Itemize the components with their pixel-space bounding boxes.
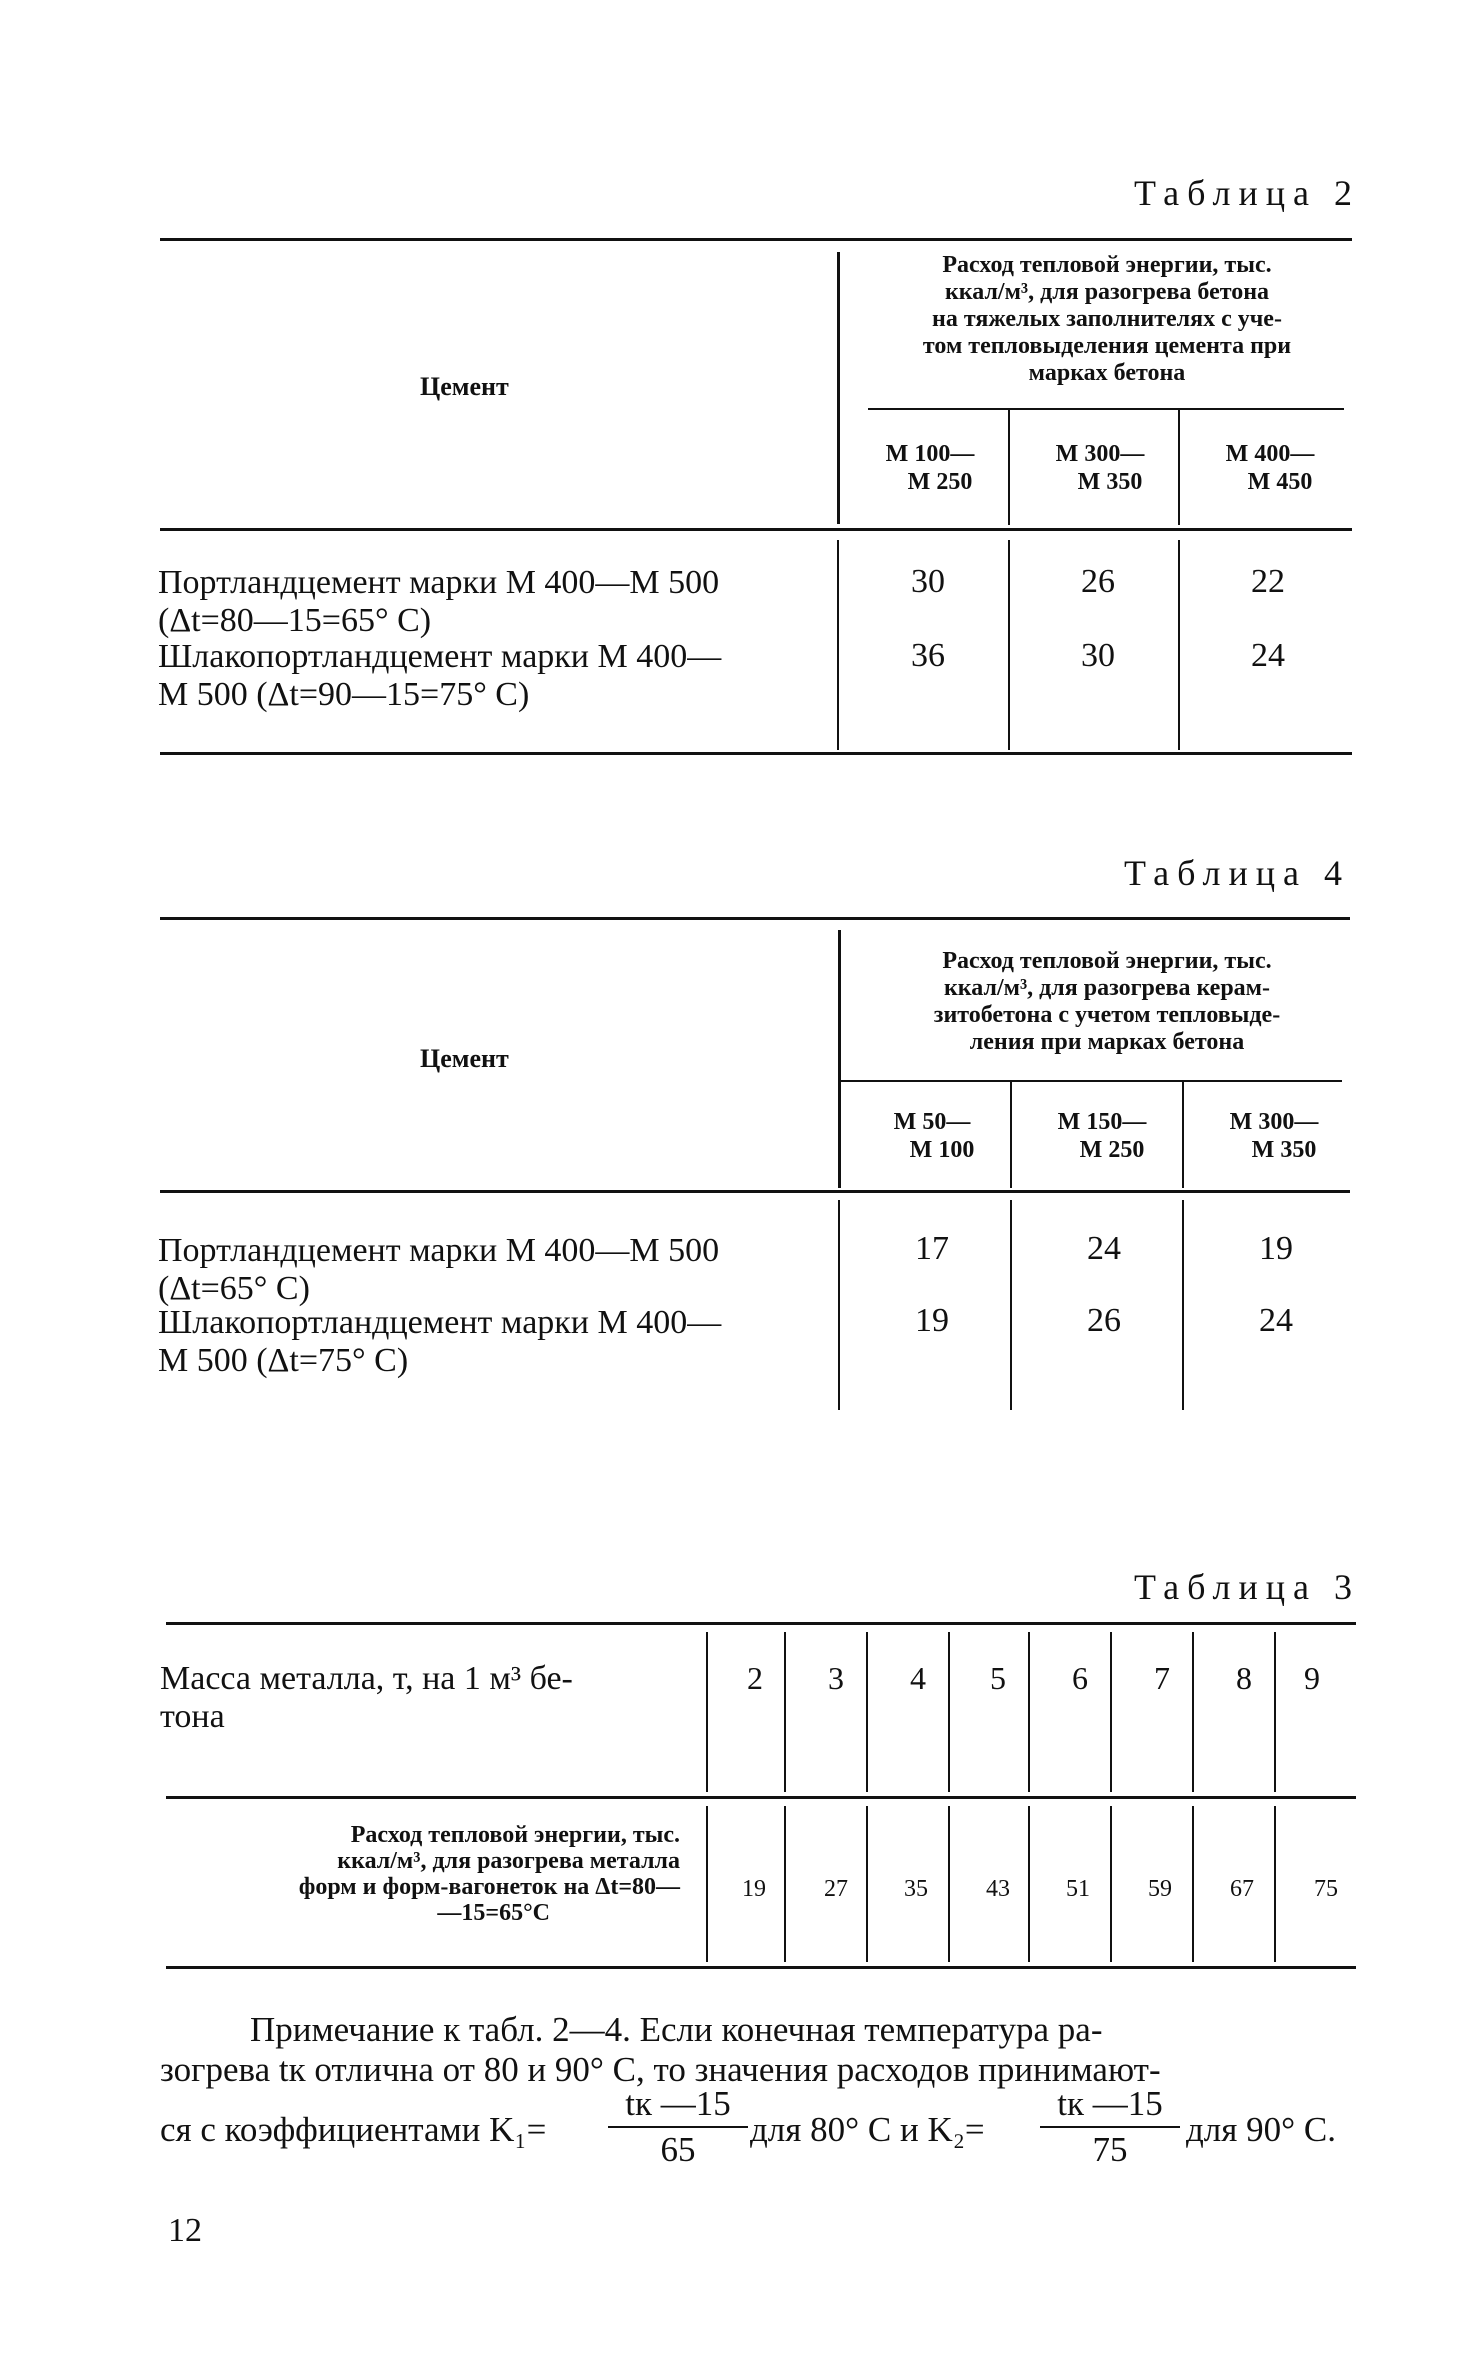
- table3-r2-div-4: [1028, 1806, 1030, 1962]
- table3-r2-div-2: [866, 1806, 868, 1962]
- table2-subheader-3: М 400— М 450: [1225, 441, 1315, 495]
- table4-subheader-rule: [840, 1080, 1342, 1082]
- table4-r1-c2: 24: [1087, 1230, 1121, 1267]
- table3-heat-5: 51: [1066, 1876, 1090, 1902]
- table3-r2-div-1: [784, 1806, 786, 1962]
- table4-group-header: Расход тепловой энергии, тыс. ккал/м³, для разогрева керам- зитобетона с учетом тепловыде- ления при марках бетона: [933, 948, 1281, 1055]
- table4-row1-label: Портландцемент марки М 400—М 500 (Δt=65° С): [158, 1232, 720, 1307]
- table4-body-divider-2: [1182, 1200, 1184, 1410]
- table3-heat-4: 43: [986, 1876, 1010, 1902]
- table3-heat-1: 19: [742, 1876, 766, 1902]
- table3-r2-div-5: [1110, 1806, 1112, 1962]
- table3-caption: Таблица 3: [1134, 1567, 1360, 1607]
- table3-bottom-rule: [166, 1966, 1356, 1969]
- table4-header-divider: [838, 930, 841, 1188]
- note-line3-prefix: ся с коэффициентами K₁=: [160, 2110, 547, 2149]
- table2-r1-c2: 26: [1081, 563, 1115, 600]
- table2-bottom-rule: [160, 752, 1352, 755]
- table3-heat-3: 35: [904, 1876, 928, 1902]
- table3-mass-7: 8: [1236, 1660, 1252, 1696]
- note-line1: Примечание к табл. 2—4. Если конечная температура ра-: [250, 2010, 1103, 2049]
- table3-r1-div-1: [784, 1632, 786, 1792]
- table3-r1-div-6: [1192, 1632, 1194, 1792]
- table4-body-divider-1: [1010, 1200, 1012, 1410]
- table3-r1-div-3: [948, 1632, 950, 1792]
- table3-row2-label: Расход тепловой энергии, тыс. ккал/м³, для разогрева металла форм и форм-вагонеток на Δt=80— —15=65°С: [298, 1822, 680, 1926]
- table2-col-cement: Цемент: [420, 372, 509, 401]
- table2-header-bottom-rule: [160, 528, 1352, 531]
- table3-r1-div-2: [866, 1632, 868, 1792]
- table3-r2-div-0: [706, 1806, 708, 1962]
- table2-r2-c3: 24: [1251, 637, 1285, 674]
- table4-subheader-2: М 150— М 250: [1057, 1109, 1147, 1163]
- table4-sub-divider-2: [1182, 1082, 1184, 1188]
- table2-header-divider: [837, 252, 840, 524]
- table3-mass-1: 2: [747, 1660, 763, 1696]
- table2-body-divider-1: [1008, 540, 1010, 750]
- table3-mass-8: 9: [1304, 1660, 1320, 1696]
- note-fraction-2: [1040, 2084, 1180, 2170]
- table2-subheader-rule: [868, 408, 1344, 410]
- table2-caption: Таблица 2: [1134, 173, 1360, 213]
- fraction2-numerator: tк —15: [1057, 2084, 1163, 2123]
- table2-sub-divider-1: [1008, 410, 1010, 525]
- note-line2: зогрева tк отлична от 80 и 90° С, то значения расходов принимают-: [160, 2050, 1161, 2089]
- table3-r1-div-7: [1274, 1632, 1276, 1792]
- table4-sub-divider-1: [1010, 1082, 1012, 1188]
- fraction1-denominator: 65: [660, 2130, 696, 2169]
- page-number: 12: [168, 2212, 202, 2249]
- table3-mass-5: 6: [1072, 1660, 1088, 1696]
- table3-mass-2: 3: [828, 1660, 844, 1696]
- table4-subheader-1: М 50— М 100: [893, 1109, 975, 1163]
- table4-col-cement: Цемент: [420, 1044, 509, 1073]
- table2-r2-c1: 36: [911, 637, 945, 674]
- note-fraction-1: [608, 2084, 748, 2170]
- table2-row2-label: Шлакопортландцемент марки М 400— М 500 (Δt=90—15=75° С): [158, 638, 722, 713]
- table3-r1-div-4: [1028, 1632, 1030, 1792]
- table4-body-divider-0: [838, 1200, 840, 1410]
- table4-row2-label: Шлакопортландцемент марки М 400— М 500 (Δt=75° С): [158, 1304, 722, 1379]
- table3-heat-6: 59: [1148, 1876, 1172, 1902]
- table2-r2-c2: 30: [1081, 637, 1115, 674]
- table3-top-rule: [166, 1622, 1356, 1625]
- table4-r2-c3: 24: [1259, 1302, 1293, 1339]
- table3-middle-rule: [166, 1796, 1356, 1799]
- table3-r2-div-7: [1274, 1806, 1276, 1962]
- table3-mass-4: 5: [990, 1660, 1006, 1696]
- table4-r1-c3: 19: [1259, 1230, 1293, 1267]
- table4-caption: Таблица 4: [1124, 853, 1350, 893]
- table4-r2-c2: 26: [1087, 1302, 1121, 1339]
- fraction1-numerator: tк —15: [625, 2084, 731, 2123]
- table3-heat-8: 75: [1314, 1876, 1338, 1902]
- table3-mass-6: 7: [1154, 1660, 1170, 1696]
- table3-heat-7: 67: [1230, 1876, 1254, 1902]
- table2-sub-divider-2: [1178, 410, 1180, 525]
- table4-r1-c1: 17: [915, 1230, 949, 1267]
- table4-header-bottom-rule: [160, 1190, 1350, 1193]
- fraction2-denominator: 75: [1092, 2130, 1128, 2169]
- table3-mass-3: 4: [910, 1660, 926, 1696]
- note-line3-suffix: для 90° С.: [1186, 2110, 1336, 2149]
- table2-r1-c3: 22: [1251, 563, 1285, 600]
- table2-group-header: Расход тепловой энергии, тыс. ккал/м³, для разогрева бетона на тяжелых заполнителях с уче- том тепловыделения цемента при марках бетона: [922, 252, 1292, 386]
- table4-r2-c1: 19: [915, 1302, 949, 1339]
- table2-row1-label: Портландцемент марки М 400—М 500 (Δt=80—15=65° С): [158, 564, 720, 639]
- table3-r2-div-6: [1192, 1806, 1194, 1962]
- note-line3-middle: для 80° С и K₂=: [750, 2110, 985, 2149]
- table2-subheader-2: М 300— М 350: [1055, 441, 1145, 495]
- table3-r2-div-3: [948, 1806, 950, 1962]
- table3-r1-div-0: [706, 1632, 708, 1792]
- table3-heat-2: 27: [824, 1876, 848, 1902]
- table3-r1-div-5: [1110, 1632, 1112, 1792]
- table2-r1-c1: 30: [911, 563, 945, 600]
- table4-top-rule: [160, 917, 1350, 920]
- table2-subheader-1: М 100— М 250: [885, 441, 975, 495]
- table4-subheader-3: М 300— М 350: [1229, 1109, 1319, 1163]
- table2-body-divider-2: [1178, 540, 1180, 750]
- table3-row1-label: Масса металла, т, на 1 м³ бе- тона: [160, 1660, 573, 1735]
- table2-top-rule: [160, 238, 1352, 241]
